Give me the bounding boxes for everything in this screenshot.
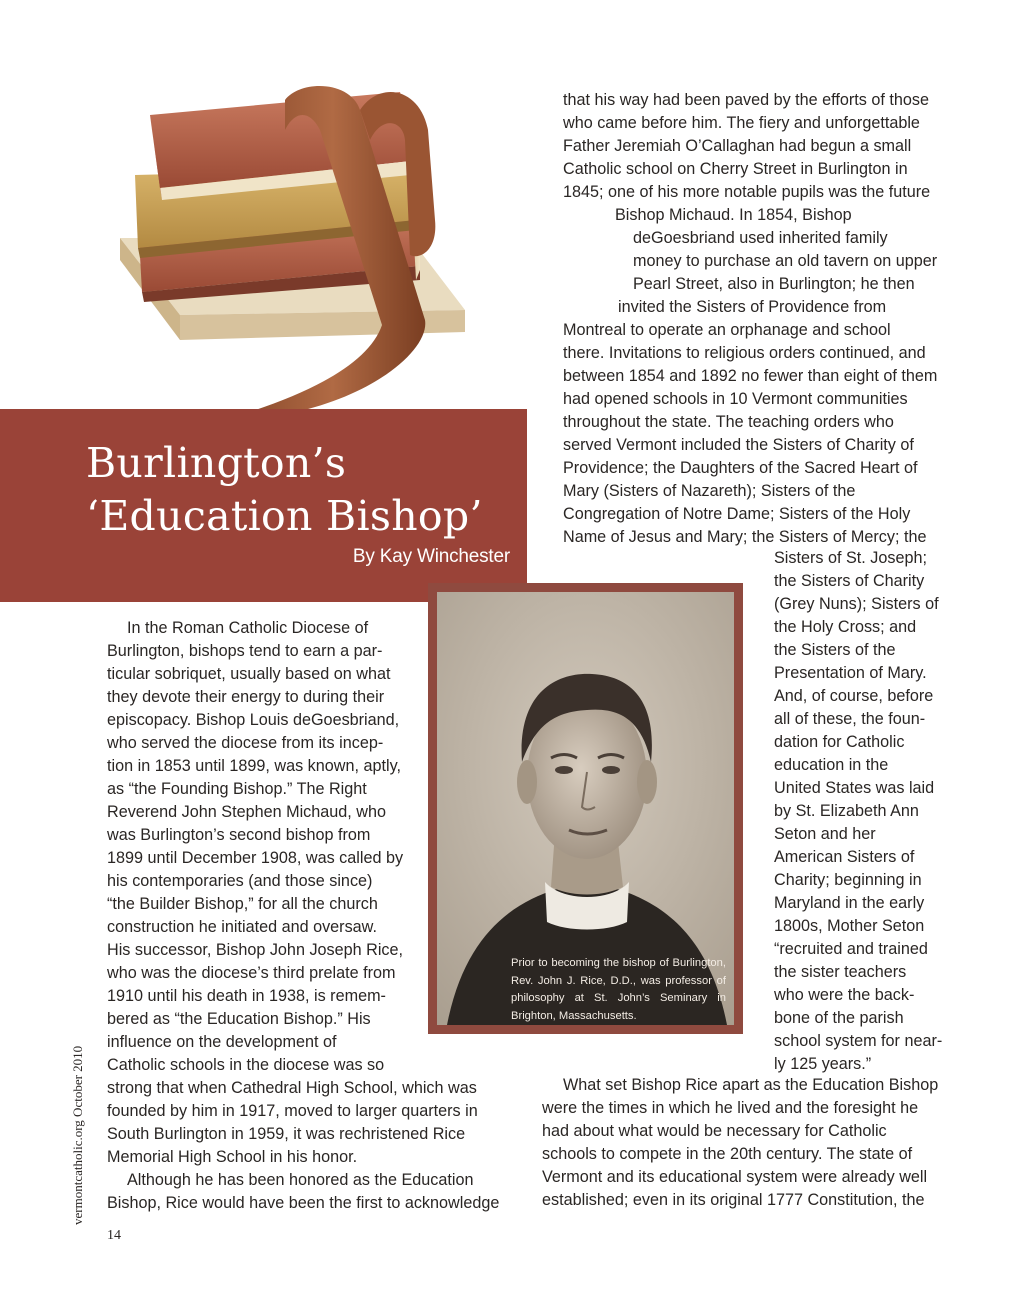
text-line: His successor, Bishop John Joseph Rice, (107, 941, 404, 959)
title-line-1: Burlington’s (86, 439, 347, 487)
text-line: Seton and her (774, 825, 876, 843)
text-line: Maryland in the early (774, 894, 925, 912)
text-line: episcopacy. Bishop Louis deGoesbriand, (107, 711, 400, 729)
text-line: tion in 1853 until 1899, was known, aptly, (107, 757, 401, 775)
text-line: Congregation of Notre Dame; Sisters of the Holy (563, 505, 911, 523)
text-line: throughout the state. The teaching orders who (563, 413, 894, 431)
text-line: Charity; beginning in (774, 871, 922, 889)
text-line: American Sisters of (774, 848, 915, 866)
article-title (86, 437, 526, 543)
text-line: Mary (Sisters of Nazareth); Sisters of the (563, 482, 856, 500)
text-line: they devote their energy to during their (107, 688, 385, 706)
text-line: who were the back- (774, 986, 915, 1004)
text-line: Pearl Street, also in Burlington; he then (633, 275, 915, 293)
text-line: who served the diocese from its incep- (107, 734, 384, 752)
text-line: Father Jeremiah O’Callaghan had begun a small (563, 137, 912, 155)
text-line: between 1854 and 1892 no fewer than eight of them (563, 367, 938, 385)
text-line: bone of the parish (774, 1009, 904, 1027)
text-line: schools to compete in the 20th century. The state of (542, 1145, 913, 1163)
text-line: ticular sobriquet, usually based on what (107, 665, 391, 683)
text-line: Burlington, bishops tend to earn a par- (107, 642, 383, 660)
text-line: South Burlington in 1959, it was rechristened Rice (107, 1125, 466, 1143)
text-line: all of these, the foun- (774, 710, 926, 728)
text-line: Although he has been honored as the Education (127, 1171, 474, 1189)
sidebar-credit: vermontcatholic.org October 2010 (70, 1045, 85, 1225)
text-line: 1845; one of his more notable pupils was the future (563, 183, 931, 201)
text-line: Bishop, Rice would have been the first to acknowledge (107, 1194, 500, 1212)
right-column-bottom (542, 1074, 938, 1212)
text-line: his contemporaries (and those since) (107, 872, 373, 890)
text-line: What set Bishop Rice apart as the Education Bishop (563, 1076, 939, 1094)
left-column (107, 617, 499, 1215)
text-line: the sister teachers (774, 963, 907, 981)
text-line: Providence; the Daughters of the Sacred Heart of (563, 459, 918, 477)
page-number: 14 (107, 1228, 121, 1243)
title-line-2: ‘Education Bishop’ (86, 492, 483, 540)
text-line: who was the diocese’s third prelate from (107, 964, 396, 982)
text-line: strong that when Cathedral High School, which was (107, 1079, 477, 1097)
text-line: money to purchase an old tavern on upper (633, 252, 938, 270)
text-line: was Burlington’s second bishop from (107, 826, 371, 844)
text-line: (Grey Nuns); Sisters of (774, 595, 939, 613)
text-line: were the times in which he lived and the foresight he (542, 1099, 919, 1117)
photo-caption: Prior to becoming the bishop of Burlington, Rev. John J. Rice, D.D., was professor of philosophy at St. John’s Seminary in Brighton, Massachusetts. (511, 957, 726, 1022)
text-line: that his way had been paved by the efforts of those (563, 91, 929, 109)
text-line: 1800s, Mother Seton (774, 917, 925, 935)
text-line: construction he initiated and oversaw. (107, 918, 377, 936)
text-line: Montreal to operate an orphanage and school (563, 321, 891, 339)
text-line: Presentation of Mary. (774, 664, 927, 682)
text-line: Memorial High School in his honor. (107, 1148, 358, 1166)
text-line: as “the Founding Bishop.” The Right (107, 780, 367, 798)
right-column-narrow (774, 547, 942, 1076)
text-line: In the Roman Catholic Diocese of (127, 619, 369, 637)
text-line: founded by him in 1917, moved to larger quarters in (107, 1102, 478, 1120)
text-line: “recruited and trained (774, 940, 928, 958)
text-line: deGoesbriand used inherited family (633, 229, 888, 247)
text-line: 1910 until his death in 1938, is remem- (107, 987, 386, 1005)
text-line: invited the Sisters of Providence from (618, 298, 887, 316)
text-line: had opened schools in 10 Vermont communities (563, 390, 908, 408)
text-line: Catholic school on Cherry Street in Burlington in (563, 160, 908, 178)
text-line: dation for Catholic (774, 733, 905, 751)
text-line: the Sisters of the (774, 641, 896, 659)
text-line: Catholic schools in the diocese was so (107, 1056, 385, 1074)
text-line: ly 125 years.” (774, 1055, 872, 1073)
text-line: United States was laid (774, 779, 935, 797)
text-line: Vermont and its educational system were already well (542, 1168, 928, 1186)
text-line: “the Builder Bishop,” for all the church (107, 895, 378, 913)
text-line: there. Invitations to religious orders continued, and (563, 344, 926, 362)
text-line: bered as “the Education Bishop.” His (107, 1010, 371, 1028)
text-line: school system for near- (774, 1032, 943, 1050)
text-line: Name of Jesus and Mary; the Sisters of Mercy; the (563, 528, 927, 546)
text-line: established; even in its original 1777 Constitution, the (542, 1191, 925, 1209)
text-line: served Vermont included the Sisters of Charity of (563, 436, 914, 454)
text-line: And, of course, before (774, 687, 934, 705)
text-line: by St. Elizabeth Ann (774, 802, 919, 820)
text-line: influence on the development of (107, 1033, 337, 1051)
text-line: Bishop Michaud. In 1854, Bishop (615, 206, 852, 224)
text-line: Sisters of St. Joseph; (774, 549, 927, 567)
text-line: Reverend John Stephen Michaud, who (107, 803, 386, 821)
text-line: the Sisters of Charity (774, 572, 925, 590)
books-illustration (120, 70, 560, 415)
right-column-top (563, 89, 937, 549)
text-line: the Holy Cross; and (774, 618, 917, 636)
byline: By Kay Winchester (352, 546, 510, 567)
text-line: 1899 until December 1908, was called by (107, 849, 404, 867)
text-line: education in the (774, 756, 889, 774)
text-line: who came before him. The fiery and unforgettable (563, 114, 920, 132)
text-line: had about what would be necessary for Catholic (542, 1122, 887, 1140)
